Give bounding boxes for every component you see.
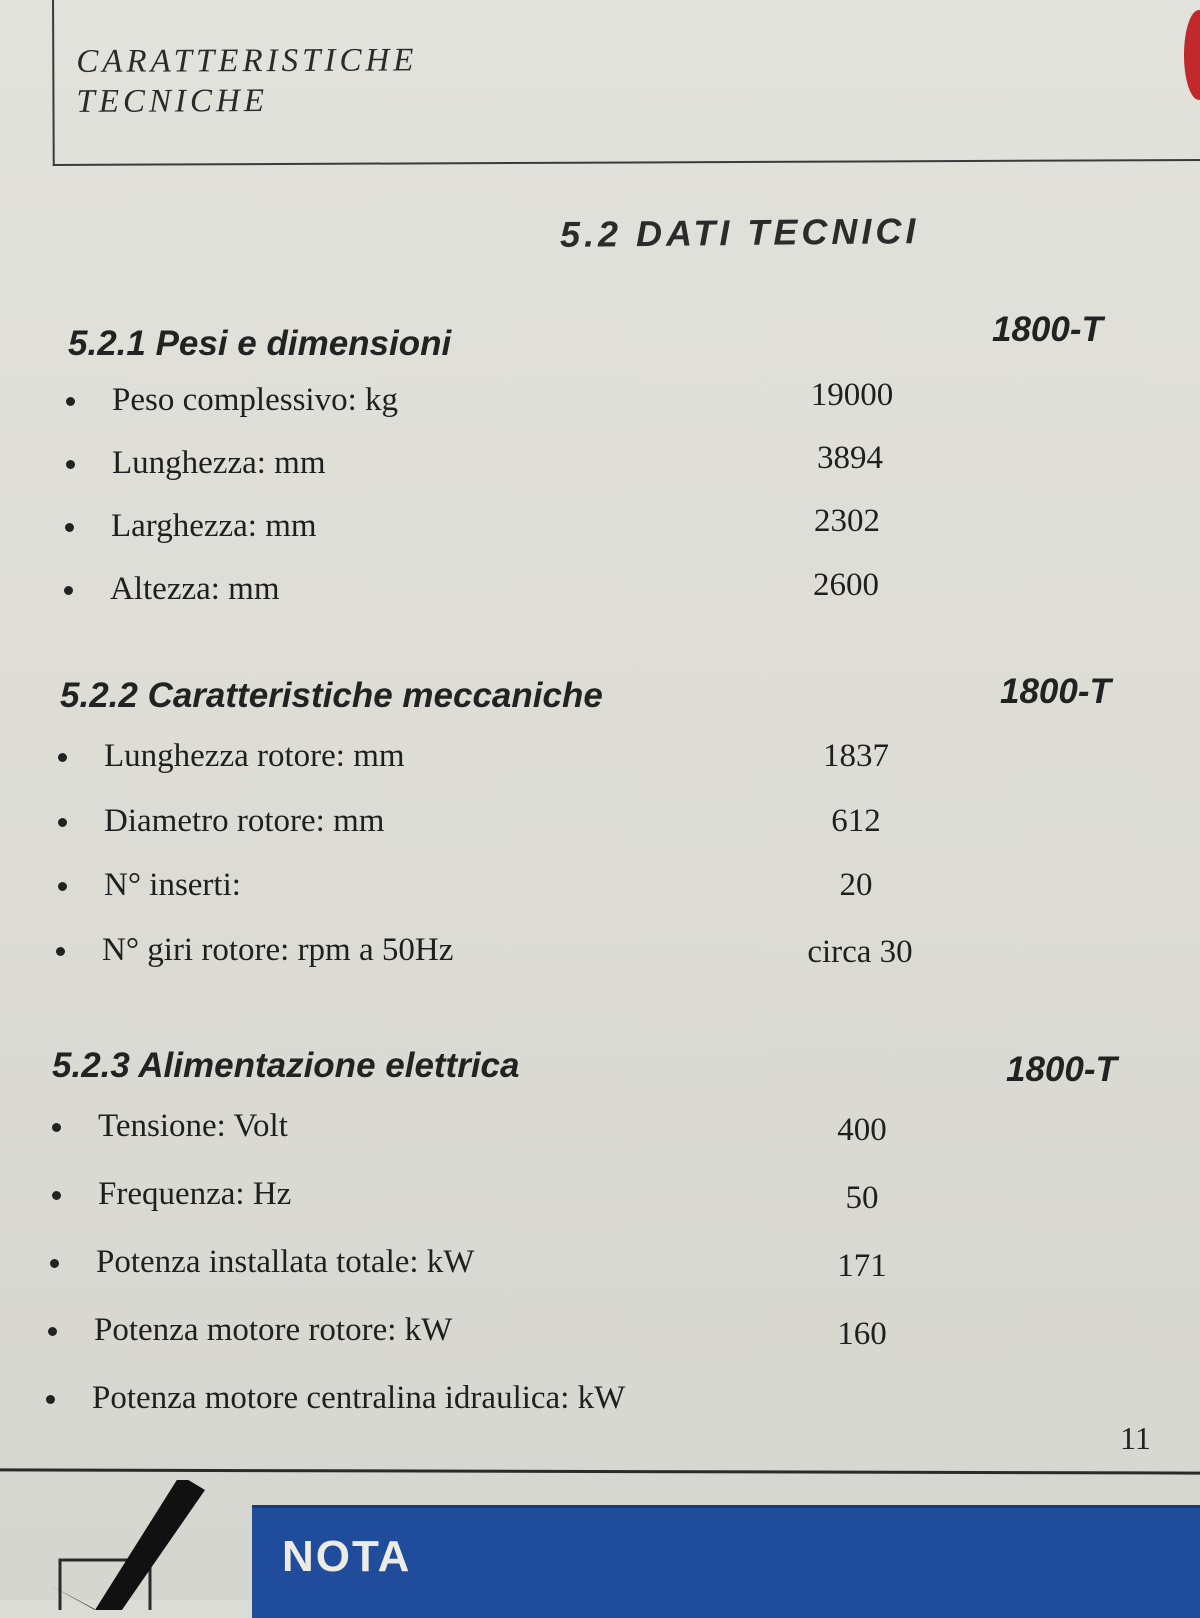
subsection-heading: 5.2.3 Alimentazione elettrica [52,1046,520,1085]
bullet-icon [58,753,67,762]
bullet-icon [46,1395,55,1404]
item-value: 3894 [817,440,883,476]
bullet-icon [48,1327,57,1336]
item-value: 20 [839,867,873,903]
list-item [65,503,1065,552]
item-value: circa 30 [807,934,913,970]
item-value: 171 [837,1248,887,1284]
list-item [46,1380,1046,1424]
list-item [48,1312,1048,1356]
bullet-icon [66,397,75,406]
list-item [58,803,1058,847]
item-value: 612 [831,803,881,839]
list-item [64,567,1064,615]
item-value: 50 [845,1180,879,1216]
item-label: Diametro rotore: mm [104,803,385,839]
list-item [50,1244,1050,1288]
item-value: 1837 [823,738,889,774]
bullet-icon [65,523,74,532]
list-item [56,932,1056,976]
model-label: 1800-T [1006,1050,1117,1089]
item-value: 2302 [814,503,880,539]
bullet-icon [66,460,75,469]
checkmark-icon [40,1480,240,1610]
item-label: Tensione: Volt [98,1108,288,1144]
item-value: 2600 [813,567,879,603]
list-item [66,377,1066,426]
item-label: N° giri rotore: rpm a 50Hz [102,932,454,968]
list-item [52,1176,1052,1220]
item-label: Potenza motore centralina idraulica: kW [92,1380,626,1416]
item-label: Potenza motore rotore: kW [94,1312,453,1348]
note-banner [252,1505,1200,1618]
item-label: Frequenza: Hz [98,1176,292,1212]
bullet-icon [56,947,65,956]
divider [0,1468,1200,1474]
list-item [58,867,1058,911]
bullet-icon [58,818,67,827]
note-label: NOTA [282,1532,412,1581]
bullet-icon [52,1191,61,1200]
item-label: N° inserti: [104,867,241,903]
subsection-heading: 5.2.1 Pesi e dimensioni [68,324,452,363]
model-label: 1800-T [992,310,1103,349]
item-label: Potenza installata totale: kW [96,1244,475,1280]
page-number: 11 [1120,1420,1151,1456]
item-label: Altezza: mm [110,571,280,607]
item-label: Peso complessivo: kg [112,382,398,418]
subsection-heading: 5.2.2 Caratteristiche meccaniche [60,676,603,715]
model-label: 1800-T [1000,672,1111,711]
bullet-icon [50,1259,59,1268]
list-item [58,738,1058,782]
bullet-icon [52,1123,61,1132]
item-value: 19000 [810,377,894,413]
item-value: 400 [837,1112,887,1148]
item-value: 160 [837,1316,887,1352]
section-title: 5.2 DATI TECNICI [559,210,920,255]
item-label: Larghezza: mm [111,508,317,544]
item-label: Lunghezza: mm [112,445,326,481]
chapter-title: CARATTERISTICHE TECNICHE [76,42,418,120]
bullet-icon [58,882,67,891]
list-item [66,440,1066,489]
list-item [52,1108,1052,1152]
header-box [52,0,1200,166]
bullet-icon [64,586,73,595]
item-label: Lunghezza rotore: mm [104,738,405,774]
